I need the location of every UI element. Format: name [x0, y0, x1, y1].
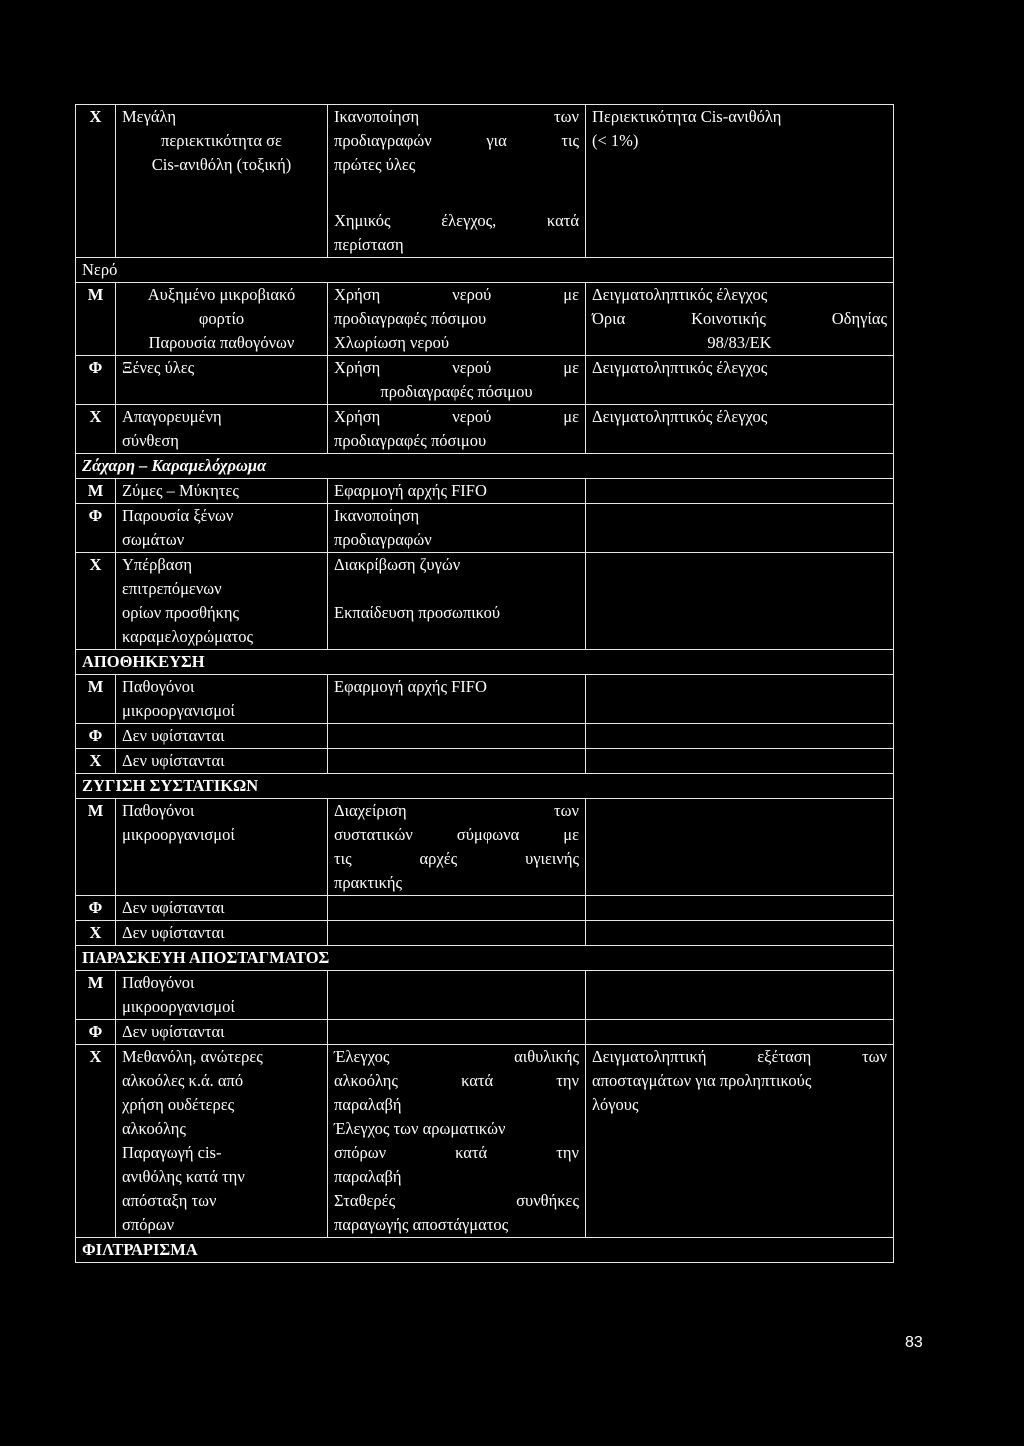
control-cell — [328, 724, 586, 749]
hazard-category: Χ — [76, 105, 116, 258]
table-row — [76, 504, 894, 553]
monitoring-cell: Δειγματοληπτικός έλεγχος Όρια Κοινοτικής Οδηγίας 98/83/ΕΚ — [586, 283, 894, 356]
control-cell — [328, 749, 586, 774]
hazard-category: Μ — [76, 971, 116, 1020]
hazard-category: Φ — [76, 1020, 116, 1045]
monitoring-cell — [586, 749, 894, 774]
hazard-cell: Αυξημένο μικροβιακό φορτίο Παρουσία παθογόνων — [116, 283, 328, 356]
control-cell — [328, 1020, 586, 1045]
table-row — [76, 1045, 894, 1238]
hazard-cell: Ζύμες – Μύκητες — [116, 479, 328, 504]
table-row — [76, 553, 894, 650]
section-header-row — [76, 1238, 894, 1263]
table-row — [76, 724, 894, 749]
monitoring-cell — [586, 675, 894, 724]
table-row — [76, 1020, 894, 1045]
table-row — [76, 921, 894, 946]
section-title-distillate: ΠΑΡΑΣΚΕΥΗ ΑΠΟΣΤΑΓΜΑΤΟΣ — [76, 946, 894, 971]
section-title-filtering: ΦΙΛΤΡΑΡΙΣΜΑ — [76, 1238, 894, 1263]
page-number: 83 — [905, 1334, 923, 1351]
monitoring-cell — [586, 724, 894, 749]
table-row — [76, 799, 894, 896]
monitoring-cell: Δειγματοληπτικός έλεγχος — [586, 405, 894, 454]
control-cell — [328, 921, 586, 946]
table-row — [76, 105, 894, 258]
hazard-category: Φ — [76, 724, 116, 749]
monitoring-cell — [586, 504, 894, 553]
table-row — [76, 971, 894, 1020]
hazard-category: Μ — [76, 675, 116, 724]
hazard-cell: Παθογόνοι μικροοργανισμοί — [116, 799, 328, 896]
section-header-row — [76, 946, 894, 971]
control-cell — [328, 896, 586, 921]
section-title-storage: ΑΠΟΘΗΚΕΥΣΗ — [76, 650, 894, 675]
table-row — [76, 896, 894, 921]
hazard-cell: Απαγορευμένη σύνθεση — [116, 405, 328, 454]
hazard-cell: Ξένες ύλες — [116, 356, 328, 405]
hazard-category: Φ — [76, 504, 116, 553]
monitoring-cell — [586, 971, 894, 1020]
control-cell: Χρήση νερού με προδιαγραφές πόσιμου Χλωρίωση νερού — [328, 283, 586, 356]
hazard-cell: Υπέρβαση επιτρεπόμενων ορίων προσθήκης καραμελοχρώματος — [116, 553, 328, 650]
hazard-cell: Μεγάλη περιεκτικότητα σε Cis-ανιθόλη (τοξική) — [116, 105, 328, 258]
hazard-category: Χ — [76, 921, 116, 946]
hazard-cell: Παθογόνοι μικροοργανισμοί — [116, 675, 328, 724]
hazard-category: Χ — [76, 553, 116, 650]
haccp-table — [75, 104, 894, 1263]
hazard-category: Φ — [76, 896, 116, 921]
control-cell: Εφαρμογή αρχής FIFO — [328, 479, 586, 504]
monitoring-cell: Περιεκτικότητα Cis-ανιθόλη (< 1%) — [586, 105, 894, 258]
monitoring-cell — [586, 479, 894, 504]
hazard-cell: Δεν υφίστανται — [116, 749, 328, 774]
table-row — [76, 749, 894, 774]
hazard-category: Μ — [76, 283, 116, 356]
monitoring-cell — [586, 921, 894, 946]
monitoring-cell — [586, 1020, 894, 1045]
monitoring-cell: Δειγματοληπτικός έλεγχος — [586, 356, 894, 405]
hazard-category: Χ — [76, 405, 116, 454]
hazard-cell: Παρουσία ξένων σωμάτων — [116, 504, 328, 553]
hazard-category: Φ — [76, 356, 116, 405]
hazard-cell: Δεν υφίστανται — [116, 724, 328, 749]
table-row — [76, 405, 894, 454]
monitoring-cell — [586, 553, 894, 650]
section-header-row — [76, 650, 894, 675]
hazard-cell: Μεθανόλη, ανώτερες αλκοόλες κ.ά. από χρήση ουδέτερες αλκοόλης Παραγωγή cis- ανιθόλης κατά την απόσταξη των σπόρων — [116, 1045, 328, 1238]
control-cell: Έλεγχος αιθυλικής αλκοόλης κατά την παραλαβή Έλεγχος των αρωματικών σπόρων κατά την παραλαβή Σταθερές συνθήκες παραγωγής αποστάγματος — [328, 1045, 586, 1238]
control-cell — [328, 971, 586, 1020]
section-title-sugar: Ζάχαρη – Καραμελόχρωμα — [76, 454, 894, 479]
hazard-cell: Δεν υφίστανται — [116, 896, 328, 921]
hazard-category: Χ — [76, 749, 116, 774]
hazard-category: Μ — [76, 799, 116, 896]
hazard-category: Χ — [76, 1045, 116, 1238]
section-header-row — [76, 258, 894, 283]
table-row — [76, 479, 894, 504]
table-row — [76, 356, 894, 405]
hazard-cell: Παθογόνοι μικροοργανισμοί — [116, 971, 328, 1020]
hazard-cell: Δεν υφίστανται — [116, 921, 328, 946]
control-cell: Χρήση νερού με προδιαγραφές πόσιμου — [328, 356, 586, 405]
hazard-category: Μ — [76, 479, 116, 504]
control-cell: Ικανοποίηση των προδιαγραφών για τις πρώτες ύλες Χημικός έλεγχος, κατά περίσταση — [328, 105, 586, 258]
monitoring-cell: Δειγματοληπτική εξέταση των αποσταγμάτων για προληπτικούς λόγους — [586, 1045, 894, 1238]
hazard-cell: Δεν υφίστανται — [116, 1020, 328, 1045]
control-cell: Διαχείριση των συστατικών σύμφωνα με τις αρχές υγιεινής πρακτικής — [328, 799, 586, 896]
table-row — [76, 283, 894, 356]
section-title-weighing: ΖΥΓΙΣΗ ΣΥΣΤΑΤΙΚΩΝ — [76, 774, 894, 799]
monitoring-cell — [586, 799, 894, 896]
monitoring-cell — [586, 896, 894, 921]
control-cell: Εφαρμογή αρχής FIFO — [328, 675, 586, 724]
control-cell: Χρήση νερού με προδιαγραφές πόσιμου — [328, 405, 586, 454]
control-cell: Ικανοποίηση προδιαγραφών — [328, 504, 586, 553]
control-cell: Διακρίβωση ζυγών Εκπαίδευση προσωπικού — [328, 553, 586, 650]
section-header-row — [76, 454, 894, 479]
section-header-row — [76, 774, 894, 799]
table-row — [76, 675, 894, 724]
section-title-water: Νερό — [76, 258, 894, 283]
